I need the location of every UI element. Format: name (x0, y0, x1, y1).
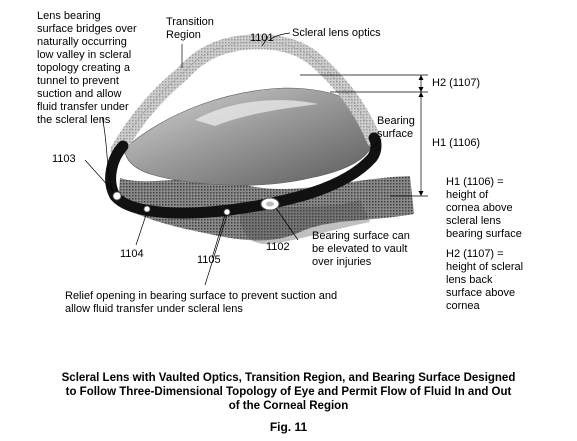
h2-definition: H2 (1107) = height of scleral lens back surface above cornea (446, 248, 524, 312)
scleral-lens-optics-label: Scleral lens optics (292, 27, 381, 39)
h2-reference: H2 (1107) (432, 77, 481, 89)
ref-1104: 1104 (120, 248, 144, 260)
lens-bearing-note: Lens bearing surface bridges over naturally occurring low valley in scleral topology creating a tunnel to prevent suction and allow fluid transfer under the scleral lens (37, 10, 137, 126)
ref-1102: 1102 (266, 241, 290, 253)
figure-caption: Scleral Lens with Vaulted Optics, Transition Region, and Bearing Surface Designed to Follow Three-Dimensional Topology of Eye and Permit Flow of Fluid In and Out of the Corneal Region (61, 372, 516, 412)
h1-definition: H1 (1106) = height of cornea above scleral lens bearing surface (446, 176, 522, 240)
bearing-elevated-note: Bearing surface can be elevated to vault over injuries (312, 230, 410, 268)
ref-1103: 1103 (52, 153, 76, 165)
bearing-surface-label: Bearing surface (377, 115, 415, 140)
ref-1101: 1101 (250, 32, 274, 44)
transition-region-label: Transition Region (166, 16, 214, 41)
relief-opening-1104 (144, 206, 150, 212)
ref-1105: 1105 (197, 254, 221, 266)
relief-opening-note: Relief opening in bearing surface to prevent suction and allow fluid transfer under scleral lens (65, 290, 338, 315)
figure-number: Fig. 11 (269, 420, 308, 434)
elevated-bearing-inner (266, 202, 274, 207)
relief-opening-1103 (113, 192, 121, 200)
relief-opening-1105 (224, 209, 230, 215)
h1-reference: H1 (1106) (432, 137, 481, 149)
